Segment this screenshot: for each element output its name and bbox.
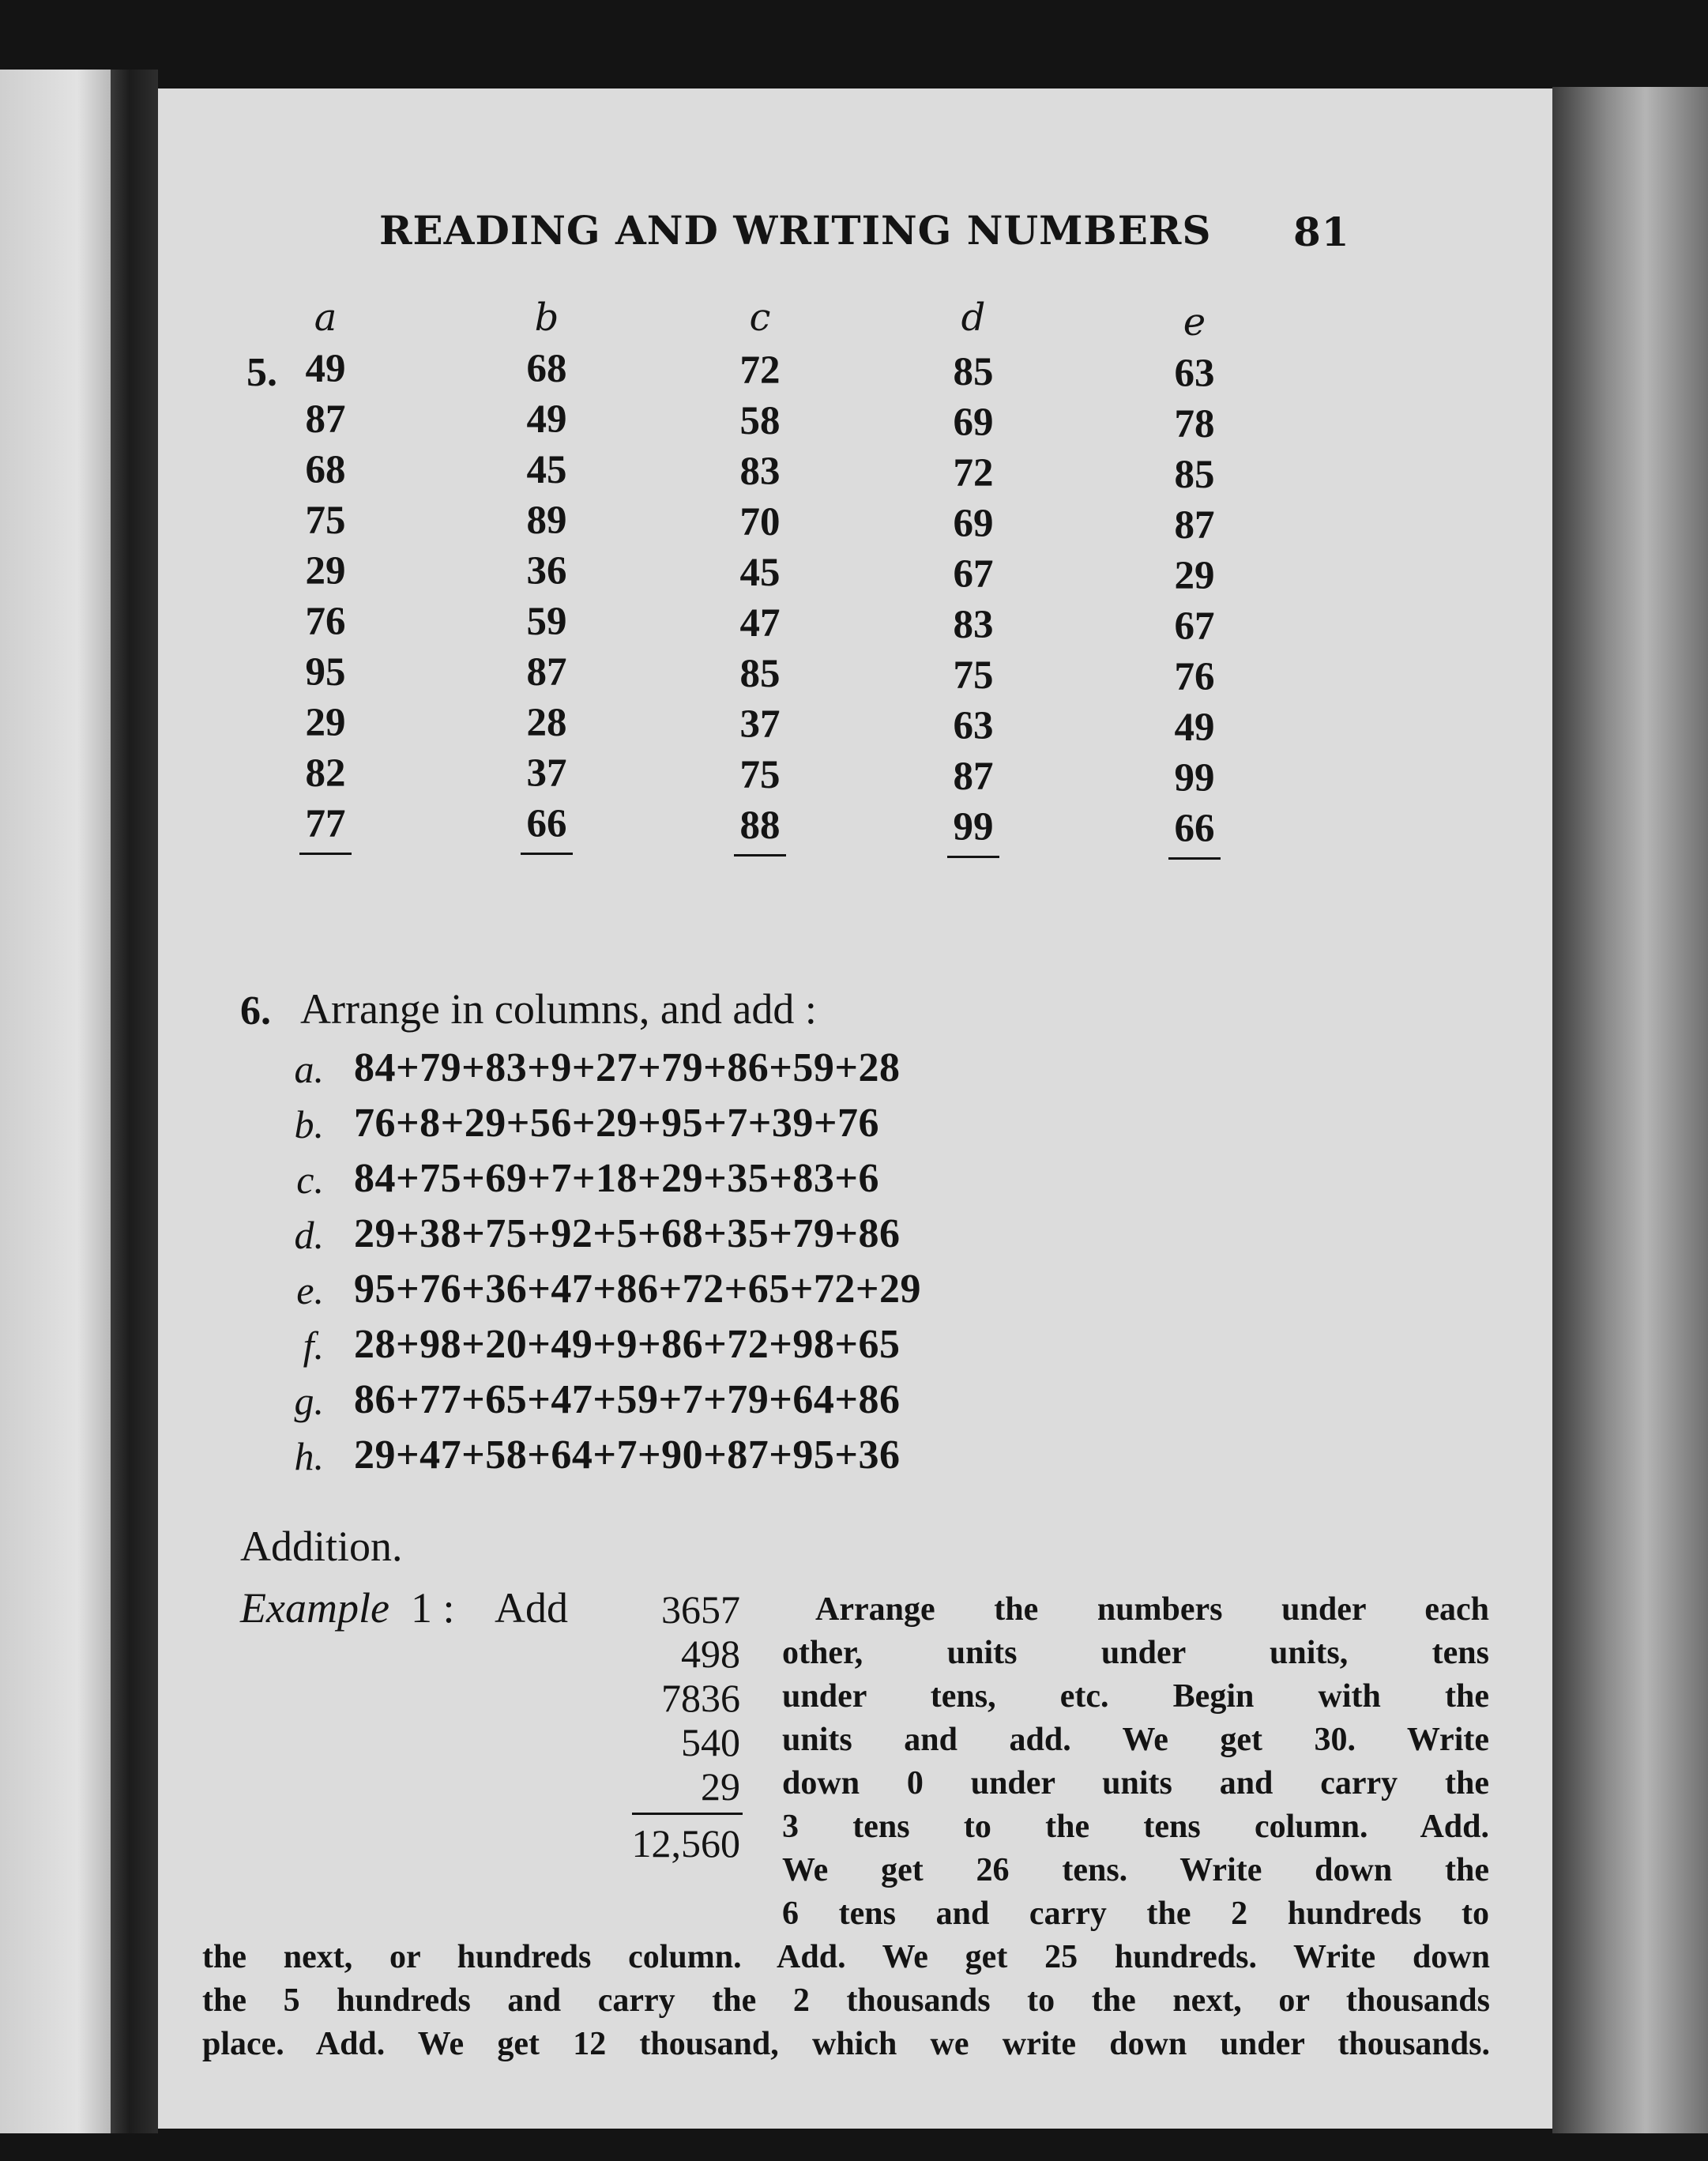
- addition-expression: 84+79+83+9+27+79+86+59+28: [354, 1045, 901, 1090]
- sum: 12,560: [631, 1821, 740, 1865]
- column-cell: 36: [526, 549, 567, 593]
- column-cell: 76: [305, 600, 346, 644]
- column-cell: 69: [953, 502, 994, 546]
- page-stack-edge: [1552, 87, 1708, 2133]
- column-cell: 88: [713, 806, 807, 856]
- column-cell: 58: [739, 399, 781, 443]
- column-cell: 75: [739, 753, 781, 797]
- addition-expression: 95+76+36+47+86+72+65+72+29: [354, 1267, 922, 1312]
- column-cell: 63: [953, 704, 994, 748]
- column-label: b: [534, 296, 559, 340]
- problem-number: 5.: [246, 350, 277, 395]
- addend: 29: [701, 1764, 740, 1809]
- text-line: Arrange the numbers under each: [815, 1591, 1489, 1628]
- column-cell: 78: [1174, 402, 1215, 446]
- column-cell: 87: [526, 650, 567, 695]
- column-label: e: [1183, 300, 1206, 344]
- book-page: [158, 88, 1552, 2129]
- column-cell: 77: [278, 804, 373, 855]
- column-cell: 49: [305, 347, 346, 391]
- column-cell: 89: [526, 499, 567, 543]
- explanation-full: [202, 1936, 1490, 2066]
- item-letter: c.: [296, 1158, 324, 1202]
- explanation-side: [782, 1588, 1489, 1936]
- column-cell: 85: [1174, 453, 1215, 497]
- column-cell: 67: [953, 552, 994, 597]
- column-cell: 75: [953, 653, 994, 698]
- page-number: 81: [1293, 209, 1350, 255]
- example-number: 1 :: [411, 1584, 455, 1632]
- item-letter: h.: [294, 1434, 324, 1478]
- column-cell: 66: [1147, 809, 1242, 860]
- column-cell: 72: [739, 348, 781, 393]
- column-cell: 87: [953, 755, 994, 799]
- addend: 3657: [661, 1587, 740, 1632]
- column-cell: 37: [526, 751, 567, 796]
- column-cell: 45: [739, 551, 781, 595]
- addend: 498: [681, 1632, 740, 1676]
- column-cell: 59: [526, 600, 567, 644]
- section-heading: Addition.: [240, 1523, 403, 1570]
- text-line: We get 26 tens. Write down the: [782, 1852, 1489, 1888]
- item-letter: f.: [303, 1323, 324, 1368]
- column-cell: 87: [305, 397, 346, 442]
- item-letter: g.: [294, 1379, 324, 1423]
- text-line: down 0 under units and carry the: [782, 1765, 1489, 1801]
- text-line: place. Add. We get 12 thousand, which we write down under thousands.: [202, 2026, 1490, 2062]
- running-header-title: READING AND WRITING NUMBERS: [379, 207, 1212, 254]
- column-cell: 28: [526, 701, 567, 745]
- column-cell: 99: [926, 808, 1021, 858]
- column-cell: 63: [1174, 352, 1215, 396]
- addition-expression: 29+47+58+64+7+90+87+95+36: [354, 1433, 901, 1478]
- column-cell: 68: [305, 448, 346, 492]
- problem-instruction: Arrange in columns, and add :: [300, 985, 817, 1033]
- column-cell: 85: [739, 652, 781, 696]
- column-cell: 99: [1174, 756, 1215, 800]
- column-label: c: [749, 296, 771, 340]
- text-line: 3 tens to the tens column. Add.: [782, 1809, 1489, 1845]
- item-letter: b.: [294, 1102, 324, 1146]
- column-cell: 83: [739, 450, 781, 494]
- column-cell: 95: [305, 650, 346, 695]
- column-cell: 49: [526, 397, 567, 442]
- addition-expression: 28+98+20+49+9+86+72+98+65: [354, 1322, 901, 1367]
- addend: 540: [681, 1720, 740, 1764]
- column-cell: 76: [1174, 655, 1215, 699]
- column-cell: 29: [305, 549, 346, 593]
- addend: 7836: [661, 1676, 740, 1720]
- item-letter: d.: [294, 1213, 324, 1257]
- column-cell: 70: [739, 500, 781, 544]
- column-cell: 75: [305, 499, 346, 543]
- example-label: Example: [240, 1584, 389, 1632]
- text-line: 6 tens and carry the 2 hundreds to: [782, 1896, 1489, 1932]
- addition-expression: 76+8+29+56+29+95+7+39+76: [354, 1101, 880, 1146]
- addition-expression: 84+75+69+7+18+29+35+83+6: [354, 1156, 880, 1201]
- text-line: the next, or hundreds column. Add. We get 25 hundreds. Write down: [202, 1939, 1490, 1975]
- column-cell: 67: [1174, 604, 1215, 649]
- column-cell: 66: [499, 804, 594, 855]
- column-label: a: [314, 296, 337, 340]
- column-cell: 45: [526, 448, 567, 492]
- column-cell: 83: [953, 603, 994, 647]
- column-cell: 72: [953, 451, 994, 495]
- item-letter: a.: [294, 1047, 324, 1091]
- column-cell: 29: [305, 701, 346, 745]
- column-cell: 37: [739, 702, 781, 747]
- sum-rule: [632, 1813, 743, 1815]
- column-cell: 29: [1174, 554, 1215, 598]
- column-cell: 68: [526, 347, 567, 391]
- example-verb: Add: [495, 1584, 568, 1632]
- column-cell: 47: [739, 601, 781, 646]
- addition-expression: 29+38+75+92+5+68+35+79+86: [354, 1211, 901, 1256]
- text-line: the 5 hundreds and carry the 2 thousands to the next, or thousands: [202, 1982, 1490, 2019]
- text-line: under tens, etc. Begin with the: [782, 1678, 1489, 1715]
- facing-page-edge: [0, 70, 111, 2133]
- item-letter: e.: [296, 1268, 324, 1312]
- text-line: units and add. We get 30. Write: [782, 1722, 1489, 1758]
- text-line: other, units under units, tens: [782, 1635, 1489, 1671]
- column-cell: 69: [953, 401, 994, 445]
- column-cell: 85: [953, 350, 994, 394]
- column-cell: 49: [1174, 706, 1215, 750]
- addition-expression: 86+77+65+47+59+7+79+64+86: [354, 1377, 901, 1422]
- problem-number: 6.: [240, 988, 271, 1033]
- column-label: d: [961, 296, 986, 340]
- column-cell: 87: [1174, 503, 1215, 548]
- column-cell: 82: [305, 751, 346, 796]
- book-gutter: [111, 70, 158, 2133]
